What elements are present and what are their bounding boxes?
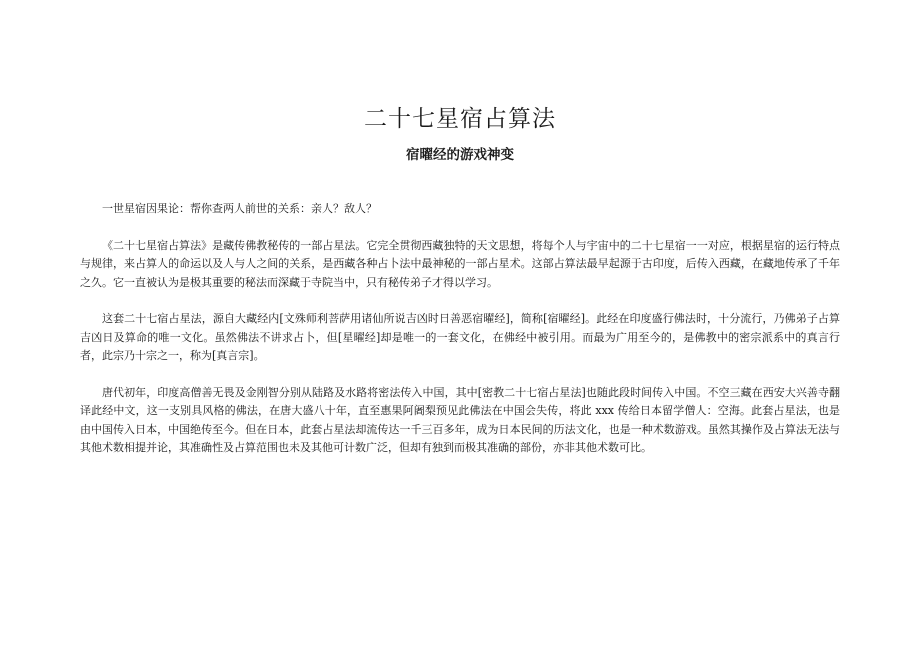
paragraph-overview: 《二十七星宿占算法》是藏传佛教秘传的一部占星法。它完全贯彻西藏独特的天文思想，将每个人与宇宙中的二十七星宿一一对应，根据星宿的运行特点与规律，来占算人的命运以及人与人之间的关系，是西藏各种占卜法中最神秘的一部占星术。这部占算法最早起源于古印度，后传入西藏，在藏地传承了千年之久。它一直被认为是极其重要的秘法而深藏于寺院当中，只有秘传弟子才得以学习。 [80, 238, 840, 289]
paragraph-intro: 一世星宿因果论：帮你查两人前世的关系：亲人？敌人？ [102, 202, 377, 215]
document-title: 二十七星宿占算法 [364, 106, 556, 132]
document-subtitle: 宿曜经的游戏神变 [406, 147, 514, 163]
paragraph-history: 唐代初年，印度高僧善无畏及金刚智分别从陆路及水路将密法传入中国，其中[密教二十七宿占星法]也随此段时间传入中国。不空三藏在西安大兴善寺翻译此经中文，这一支别具风格的佛法，在唐大盛八十年，直至惠果阿阇梨预见此佛法在中国会失传，将此 xxx 传给日本留学僧人：空海。此套占星法，也是由中国传入日本，中国绝传至今。但在日本，此套占星法却流传达一千三百多年，成为日本民间的历法文化，也是一种术数游戏。虽然其操作及占算法无法与其他术数相提并论，其准确性及占算范围也未及其他可计数广泛，但却有独到而极其准确的部份，亦非其他术数可比。 [80, 385, 840, 454]
document-body [80, 200, 840, 476]
paragraph-origin: 这套二十七宿占星法，源自大藏经内[文殊师利菩萨用诸仙所说吉凶时日善恶宿曜经]，简称[宿曜经]。此经在印度盛行佛法时，十分流行，乃佛弟子占算吉凶日及算命的唯一文化。虽然佛法不讲求占卜，但[星曜经]却是唯一的一套文化，在佛经中被引用。而最为广用至今的，是佛教中的密宗派系中的真言行者，此宗乃十宗之一，称为[真言宗]。 [80, 312, 840, 362]
